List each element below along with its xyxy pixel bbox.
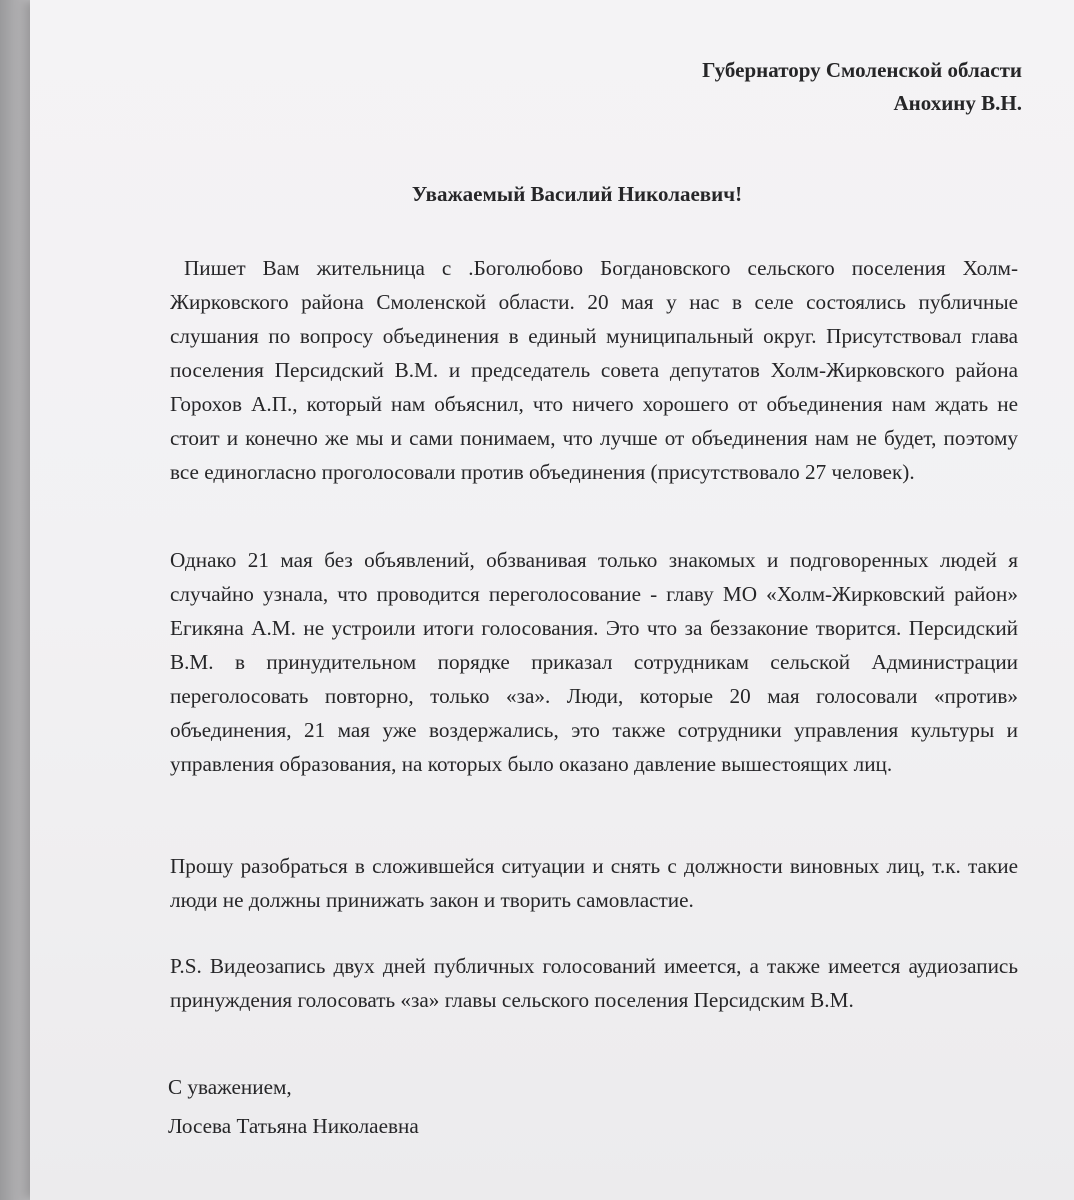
paragraph-text: Прошу разобраться в сложившейся ситуации и снять с должности виновных лиц, т.к. такие люди не должны принижать закон и творить самовластие. [170, 854, 1018, 912]
postscript-text: P.S. Видеозапись двух дней публичных голосований имеется, а также имеется аудиозапись принуждения голосовать «за» главы сельского поселения Персидским В.М. [170, 954, 1018, 1012]
addressee-block [702, 54, 1022, 120]
paragraph-text: Однако 21 мая без объявлений, обзванивая только знакомых и подговоренных людей я случайно узнала, что проводится переголосование - главу МО «Холм-Жирковский район» Егикяна А.М. не устроили итоги голосования. Это что за беззаконие творится. Персидский В.М. в принудительном порядке приказал сотрудникам сельской Администрации переголосовать повторно, только «за». Люди, которые 20 мая голосовали «против» объединения, 21 мая уже воздержались, это также сотрудники управления культуры и управления образования, на которых было оказано давление вышестоящих лиц. [170, 548, 1018, 776]
addressee-line-1: Губернатору Смоленской области [702, 58, 1022, 82]
closing-block [168, 1068, 419, 1146]
paragraph-text: Пишет Вам жительница с .Боголюбово Богдановского сельского поселения Холм-Жирковского района Смоленской области. 20 мая у нас в селе состоялись публичные слушания по вопросу объединения в единый муниципальный округ. Присутствовал глава поселения Персидский В.М. и председатель совета депутатов Холм-Жирковского района Горохов А.П., который нам объяснил, что ничего хорошего от объединения нам ждать не стоит и конечно же мы и сами понимаем, что лучше от объединения нам не будет, поэтому все единогласно проголосовали против объединения (присутствовало 27 человек). [170, 256, 1018, 484]
letter-sheet [30, 0, 1074, 1200]
body-paragraph-1 [170, 251, 1018, 489]
body-paragraph-2 [170, 543, 1018, 781]
postscript [170, 949, 1018, 1017]
closing-phrase: С уважением, [168, 1075, 292, 1099]
addressee-line-2: Анохину В.Н. [893, 91, 1022, 115]
signature-name: Лосева Татьяна Николаевна [168, 1114, 419, 1138]
body-paragraph-3 [170, 849, 1018, 917]
salutation: Уважаемый Василий Николаевич! [411, 182, 743, 206]
